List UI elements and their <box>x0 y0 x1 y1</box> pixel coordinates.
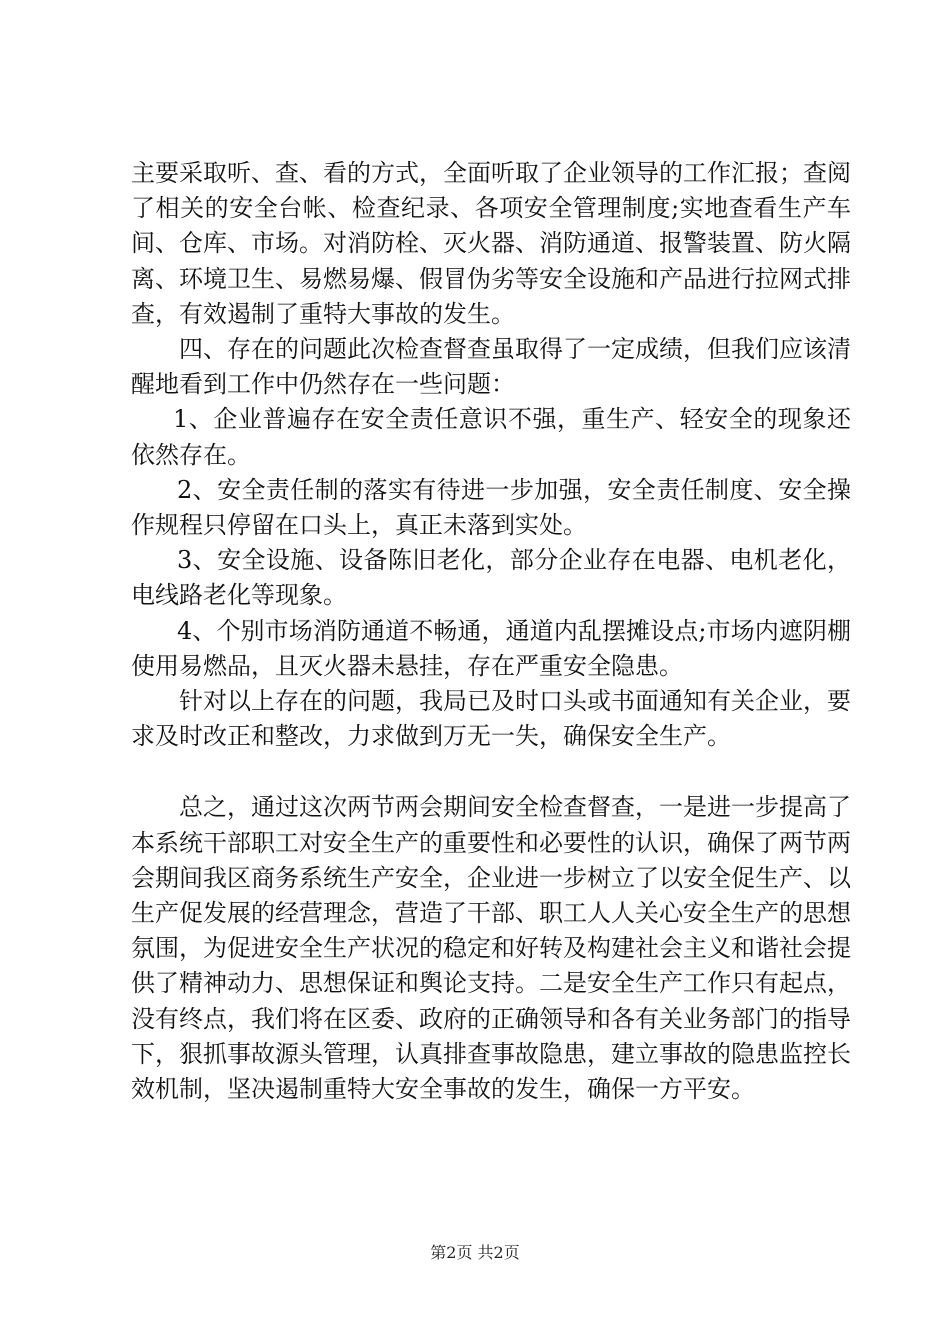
paragraph-problem-3: 3、安全设施、设备陈旧老化，部分企业存在电器、电机老化，电线路老化等现象。 <box>131 546 851 610</box>
paragraph-existing-problems: 四、存在的问题此次检查督查虽取得了一定成绩，但我们应该清醒地看到工作中仍然存在一些问题： <box>131 335 851 399</box>
page-footer <box>0 1240 950 1263</box>
page-number: 第2页 共2页 <box>430 1243 520 1262</box>
paragraph-problem-1: 1、企业普遍存在安全责任意识不强，重生产、轻安全的现象还依然存在。 <box>131 405 851 469</box>
document-body <box>131 156 851 1107</box>
paragraph-conclusion: 总之，通过这次两节两会期间安全检查督查，一是进一步提高了本系统干部职工对安全生产的重要性和必要性的认识，确保了两节两会期间我区商务系统生产安全，企业进一步树立了以安全促生产、以生产促发展的经营理念，营造了干部、职工人人关心安全生产的思想氛围，为促进安全生产状况的稳定和好转及构建社会主义和谐社会提供了精神动力、思想保证和舆论支持。二是安全生产工作只有起点，没有终点，我们将在区委、政府的正确领导和各有关业务部门的指导下，狠抓事故源头管理，认真排查事故隐患，建立事故的隐患监控长效机制，坚决遏制重特大安全事故的发生，确保一方平安。 <box>131 793 851 1104</box>
paragraph-inspection-methods: 主要采取听、查、看的方式，全面听取了企业领导的工作汇报；查阅了相关的安全台帐、检查纪录、各项安全管理制度;实地查看生产车间、仓库、市场。对消防栓、灭火器、消防通道、报警装置、防火隔离、环境卫生、易燃易爆、假冒伪劣等安全设施和产品进行拉网式排查，有效遏制了重特大事故的发生。 <box>131 159 851 328</box>
paragraph-rectification: 针对以上存在的问题，我局已及时口头或书面通知有关企业，要求及时改正和整改，力求做到万无一失，确保安全生产。 <box>131 687 851 751</box>
paragraph-problem-4: 4、个别市场消防通道不畅通，通道内乱摆摊设点;市场内遮阴棚使用易燃品，且灭火器未悬挂，存在严重安全隐患。 <box>131 616 851 680</box>
paragraph-problem-2: 2、安全责任制的落实有待进一步加强，安全责任制度、安全操作规程只停留在口头上，真正未落到实处。 <box>131 475 851 540</box>
